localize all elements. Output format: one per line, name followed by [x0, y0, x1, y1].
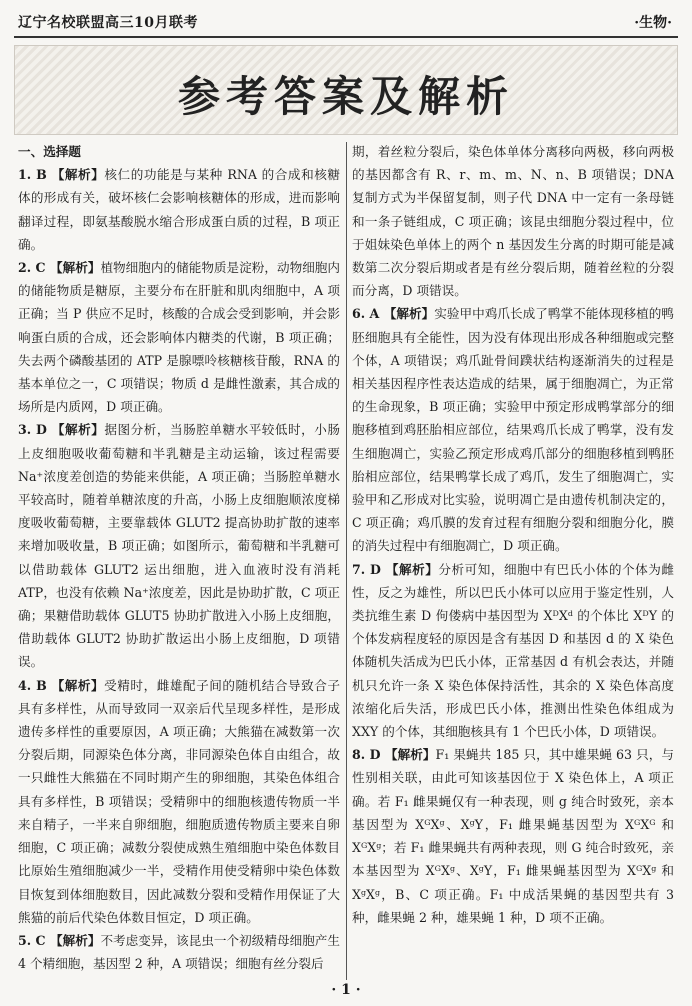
- answer-item-8: 8. D 【解析】F₁ 果蝇共 185 只，其中雄果蝇 63 只，与性别相关联，由此可知该基因位于 X 染色体上，A 项正确。若 F₁ 雌果蝇仅有一种表现，则 g 纯合时致死，亲本基因型为 XᴳXᵍ、XᵍY，F₁ 雌果蝇基因型为 XᴳXᴳ 和 XᴳXᵍ；若 F₁ 雌果蝇共有两种表现，则 G 纯合时致死，亲本基因型为 XᴳXᵍ、XᵍY，F₁ 雌果蝇基因型为 XᴳXᵍ 和 XᵍXᵍ，B、C 项正确。F₁ 中成活果蝇的基因型共有 3 种，雌果蝇 2 种，雄果蝇 1 种，D 项不正确。: [352, 747, 675, 925]
- section-heading: 一、选择题: [18, 144, 81, 159]
- answer-item-5: 5. C 【解析】不考虑变异，该昆虫一个初级精母细胞产生 4 个精细胞，基因型 2 种，A 项错误；细胞有丝分裂后: [18, 932, 341, 972]
- subject-label: ·生物·: [634, 15, 672, 31]
- analysis-tag: 【解析】: [49, 932, 101, 948]
- analysis-tag: 【解析】: [51, 167, 105, 183]
- answer-item-1: 1. B 【解析】核仁的功能是与某种 RNA 的合成和核糖体的形成有关，破坏核仁会影响核糖体的形成，进而影响翻译过程，即氨基酸脱水缩合形成蛋白质的过程，B 项正确。: [18, 167, 340, 252]
- header-rule: [14, 36, 678, 38]
- analysis-tag: 【解析】: [49, 260, 101, 276]
- page-number: · 1 ·: [331, 982, 361, 998]
- answer-item-7: 7. D 【解析】分析可知，细胞中有巴氏小体的个体为雌性，反之为雄性，所以巴氏小体可以应用于鉴定性别，人类抗维生素 D 佝偻病中基因型为 XᴰXᵈ 的个体比 XᴰY 的个体发病程度轻的原因是含有基因 D 和基因 d 的 X 染色体随机失活成为巴氏小体，正常基因 d 有机会表达，并随机只允许一条 X 染色体保持活性，其余的 X 染色体高度浓缩化后失活，形成巴氏小体，推测出性染色体组成为 XXY 的个体，其细胞核具有 1 个巴氏小体，D 项错误。: [352, 561, 675, 740]
- answer-item-5-cont: 期，着丝粒分裂后，染色体单体分离移向两极，移向两极的基因都含有 R、r、m、m、N、n、B 项错误；DNA 复制方式为半保留复制，则子代 DNA 中一定有一条母链和一条子链组成，C 项正确；该昆虫细胞分裂过程中，位于姐妹染色单体上的两个 n 基因发生分离的时期可能是减数第二次分裂后期或者是有丝分裂后期，随着丝粒的分裂而分离，D 项错误。: [352, 144, 674, 299]
- analysis-tag: 【解析】: [383, 306, 435, 322]
- analysis-tag: 【解析】: [385, 561, 439, 577]
- banner-title: 参考答案及解析: [177, 72, 514, 121]
- answer-item-3: 3. D 【解析】据图分析，当肠腔单糖水平较低时，小肠上皮细胞吸收葡萄糖和半乳糖是主动运输，该过程需要 Na⁺浓度差创造的势能来供能，A 项正确；当肠腔单糖水平较高时，随着单糖浓度的升高，小肠上皮细胞顺浓度梯度吸收葡萄糖，主要靠载体 GLUT2 提高协助扩散的速率来增加吸收量，B 项正确；如图所示，葡萄糖和半乳糖可以借助载体 GLUT2 运出细胞，进入血液时没有消耗 ATP，也没有依赖 Na⁺浓度差，因此是协助扩散，C 项正确；果糖借助载体 GLUT5 协助扩散进入小肠上皮细胞，借助载体 GLUT2 协助扩散运出小肠上皮细胞，D 项错误。: [18, 422, 341, 670]
- column-divider: [346, 142, 347, 980]
- answer-item-2: 2. C 【解析】植物细胞内的储能物质是淀粉，动物细胞内的储能物质是糖原，主要分布在肝脏和肌肉细胞中，A 项正确；当 P 供应不足时，核酸的合成会受到影响，并会影响蛋白质的合成，还会影响体内糖类的代谢，B 项正确；失去两个磷酸基团的 ATP 是腺嘌呤核糖核苷酸，RNA 的基本单位之一，C 项错误；物质 d 是雌性激素，其合成的场所是内质网，D 项正确。: [18, 260, 341, 415]
- right-column: [352, 140, 674, 929]
- title-banner: [14, 45, 678, 135]
- left-column: [18, 140, 340, 975]
- analysis-tag: 【解析】: [384, 747, 436, 763]
- analysis-tag: 【解析】: [51, 422, 105, 438]
- answer-item-6: 6. A 【解析】实验甲中鸡爪长成了鸭掌不能体现移植的鸭胚细胞具有全能性，因为没有体现出形成各种细胞或完整个体，A 项错误；鸡爪趾骨间蹼状结构逐渐消失的过程是相关基因程序性表达造成的结果，属于细胞凋亡，为正常的生命现象，B 项正确；实验甲中预定形成鸭掌部分的细胞移植到鸡胚胎相应部位，结果鸡爪长成了鸭掌，没有发生细胞凋亡，实验乙预定形成鸡爪部分的细胞移植到鸭胚胎相应部位，结果鸭掌长成了鸡爪，发生了细胞凋亡，实验甲和乙形成对比实验，说明凋亡是由遗传机制决定的，C 项正确；鸡爪膜的发育过程有细胞分裂和细胞分化，膜的消失过程中有细胞凋亡，D 项正确。: [352, 306, 675, 554]
- answer-item-4: 4. B 【解析】受精时，雌雄配子间的随机结合导致合子具有多样性，从而导致同一双亲后代呈现多样性，是形成遗传多样性的重要原因，A 项正确；大熊猫在减数第一次分裂后期，同源染色体分离，非同源染色体自由组合，故一只雌性大熊猫在不同时期产生的卵细胞，其染色体组合具有多样性，B 项错误；受精卵中的细胞核遗传物质一半来自精子，一半来自卵细胞，细胞质遗传物质主要来自卵细胞，C 项正确；减数分裂使成熟生殖细胞中染色体数目比原始生殖细胞减少一半，受精作用使受精卵中染色体数目恢复到体细胞数目，因此减数分裂和受精作用保证了大熊猫的前后代染色体数目恒定，D 项正确。: [18, 677, 341, 925]
- exam-title: 辽宁名校联盟高三10月联考: [18, 15, 198, 31]
- analysis-tag: 【解析】: [51, 677, 105, 693]
